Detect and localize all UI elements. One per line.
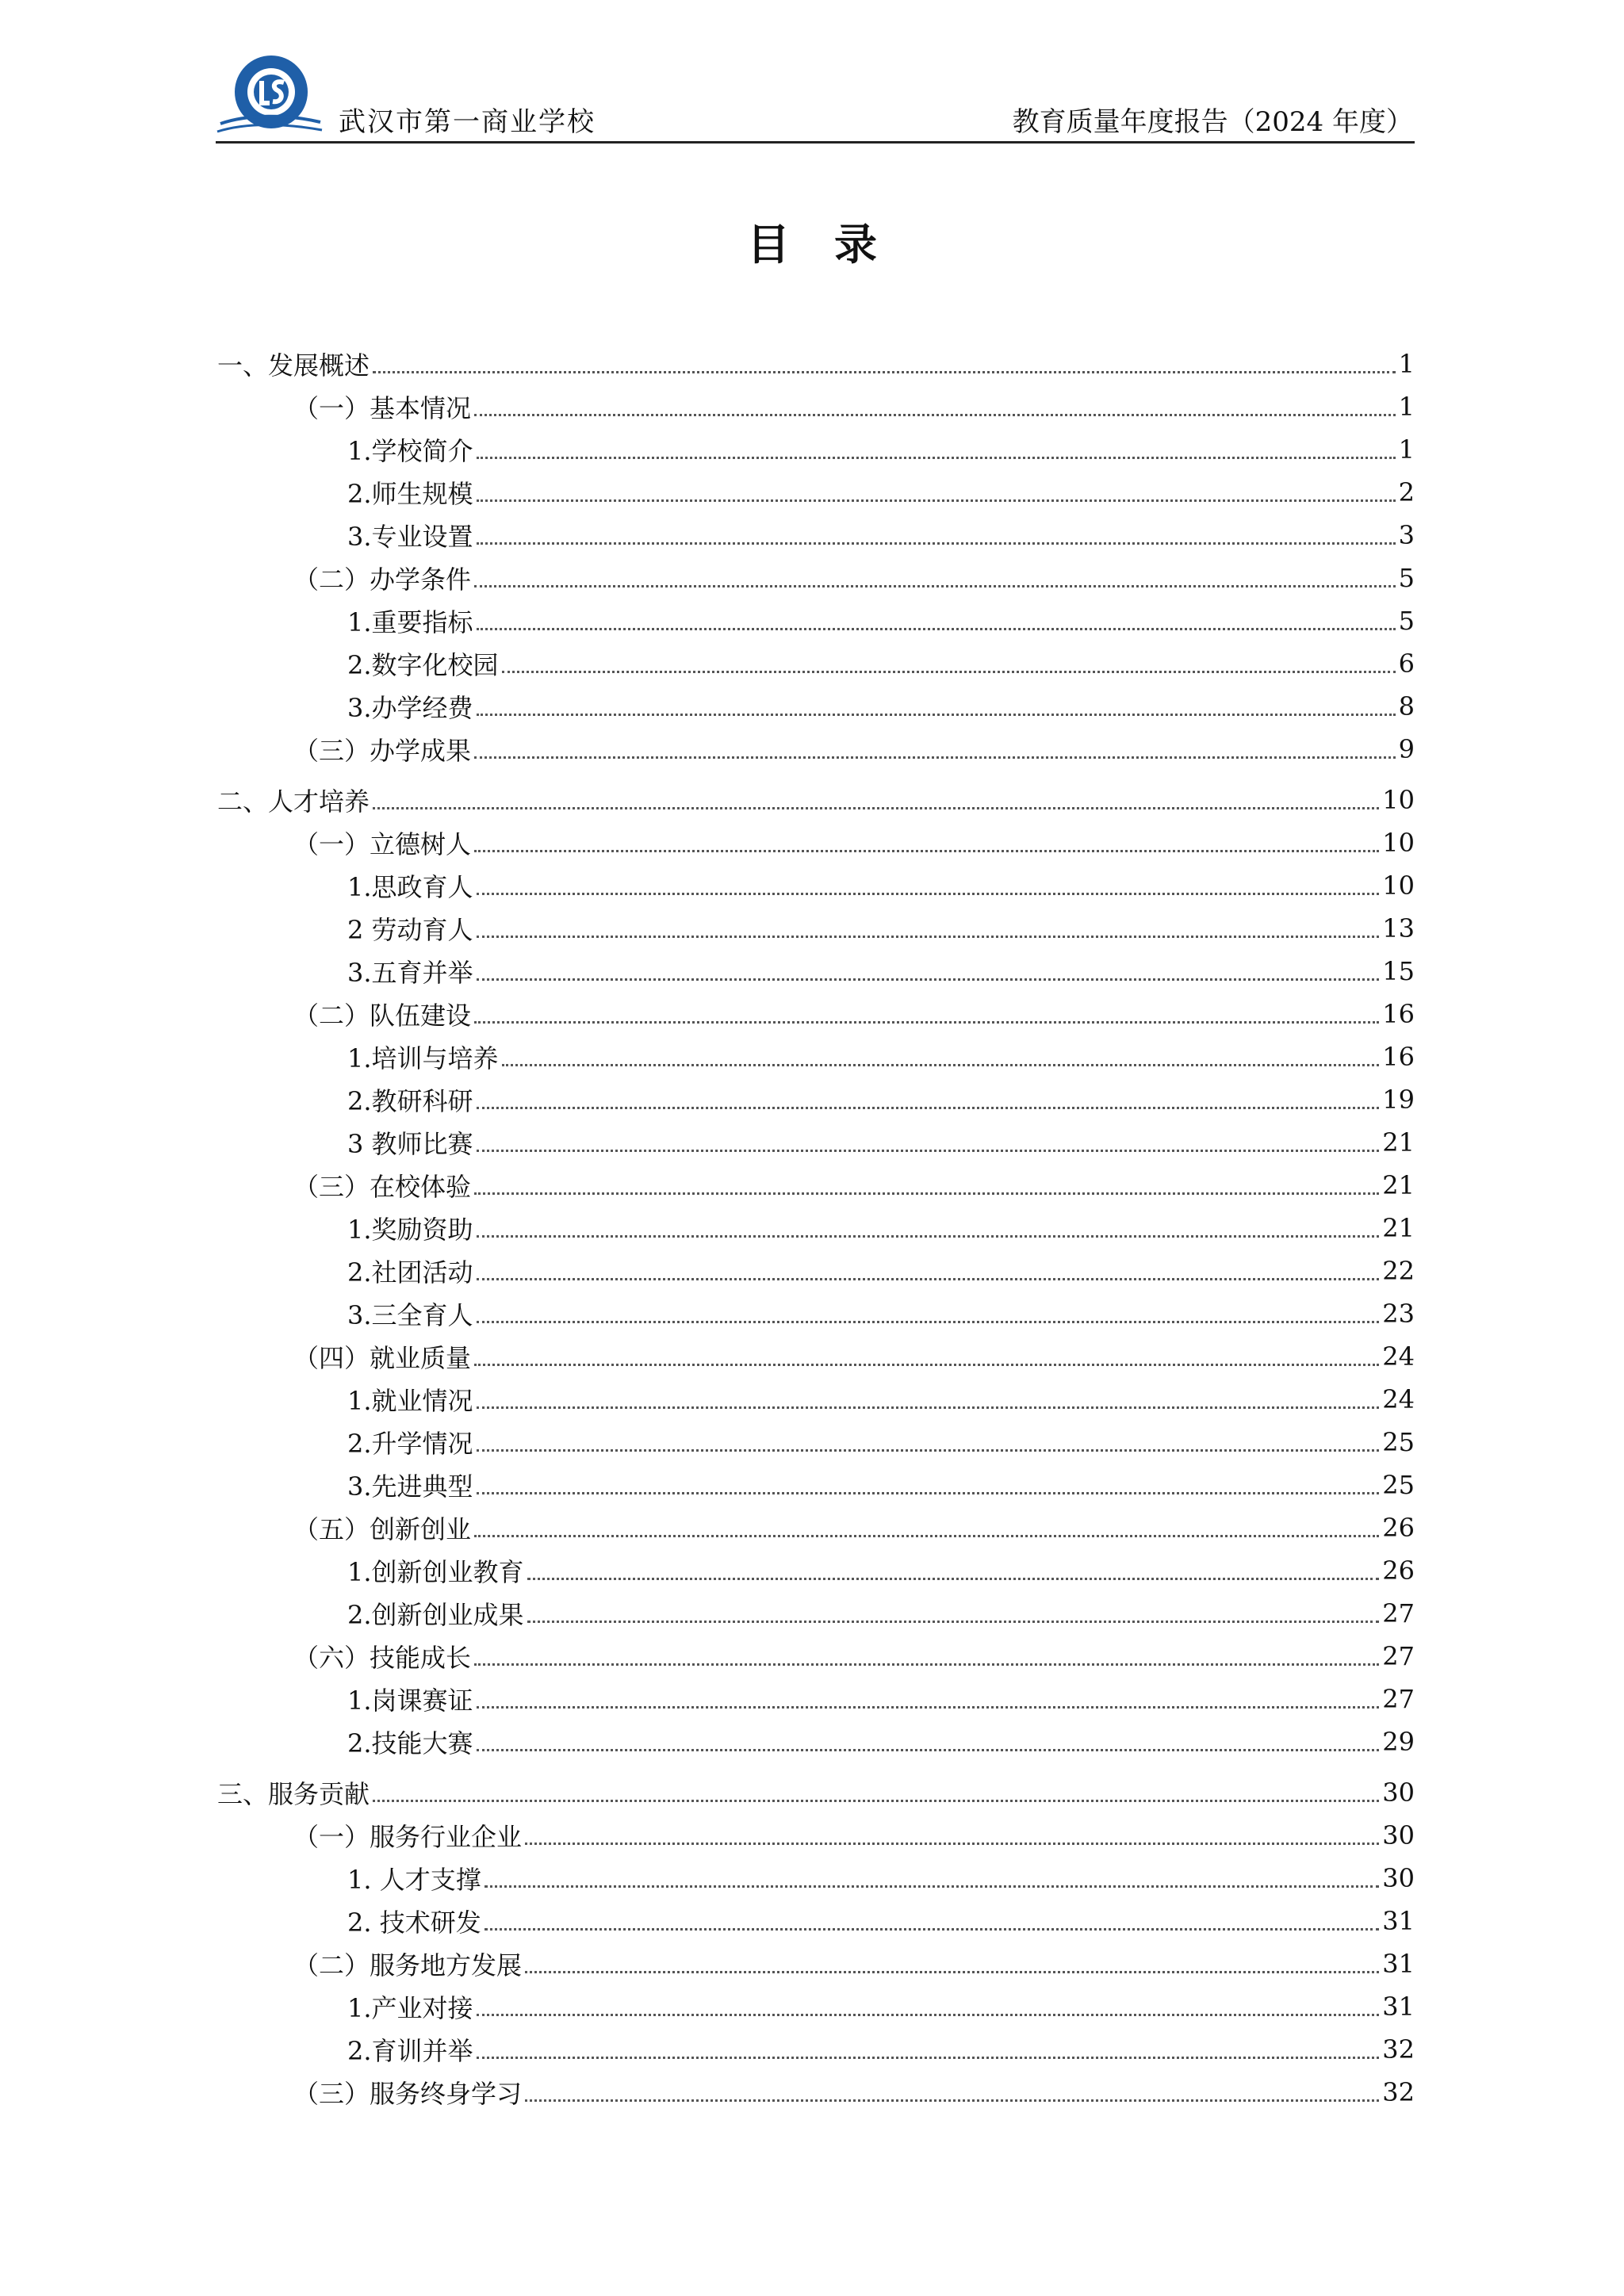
toc-entry[interactable] <box>217 1164 1415 1207</box>
toc-dot-leader <box>477 457 1396 459</box>
toc-entry-page: 23 <box>1382 1299 1415 1329</box>
toc-entry[interactable] <box>217 1720 1415 1763</box>
toc-entry[interactable] <box>217 1249 1415 1292</box>
toc-entry-label: （二）服务地方发展 <box>293 1950 523 1980</box>
school-logo-icon <box>216 51 324 140</box>
toc-entry-label: 2.社团活动 <box>347 1257 473 1288</box>
toc-entry-page: 32 <box>1382 2034 1415 2064</box>
toc-entry[interactable] <box>217 685 1415 728</box>
toc-entry-label: （三）在校体验 <box>293 1172 472 1202</box>
report-title: 教育质量年度报告（2024 年度） <box>1012 106 1413 138</box>
toc-entry[interactable] <box>217 1078 1415 1121</box>
toc-dot-leader <box>485 1885 1380 1888</box>
toc-dot-leader <box>527 1578 1380 1580</box>
toc-entry-page: 5 <box>1398 563 1415 593</box>
toc-entry[interactable] <box>217 1771 1415 1814</box>
toc-entry[interactable] <box>217 1857 1415 1900</box>
toc-dot-leader <box>477 628 1396 630</box>
toc-dot-leader <box>477 1278 1380 1280</box>
toc-entry-label: 1.就业情况 <box>347 1386 473 1416</box>
toc-entry-label: （一）服务行业企业 <box>293 1822 523 1852</box>
toc-dot-leader <box>474 756 1396 759</box>
toc-dot-leader <box>474 414 1396 416</box>
toc-dot-leader <box>477 1749 1380 1751</box>
toc-entry-label: 2.育训并举 <box>347 2036 473 2066</box>
toc-dot-leader <box>477 1150 1380 1152</box>
toc-dot-leader <box>373 1800 1379 1802</box>
toc-entry-page: 26 <box>1382 1513 1415 1543</box>
toc-entry[interactable] <box>217 1942 1415 1985</box>
toc-entry[interactable] <box>217 1678 1415 1720</box>
toc-entry-page: 13 <box>1382 913 1415 943</box>
toc-dot-leader <box>477 542 1396 545</box>
toc-dot-leader <box>474 1364 1379 1366</box>
toc-dot-leader <box>485 1928 1380 1931</box>
toc-entry-label: 2.升学情况 <box>347 1429 473 1459</box>
toc-entry-page: 31 <box>1382 1949 1415 1979</box>
toc-entry-page: 21 <box>1382 1170 1415 1200</box>
toc-entry[interactable] <box>217 599 1415 642</box>
toc-entry-page: 30 <box>1382 1777 1415 1808</box>
toc-entry-page: 1 <box>1398 434 1415 465</box>
toc-entry-page: 6 <box>1398 649 1415 679</box>
toc-entry[interactable] <box>217 1035 1415 1078</box>
toc-entry[interactable] <box>217 2028 1415 2071</box>
toc-entry[interactable] <box>217 342 1415 385</box>
toc-entry-page: 10 <box>1382 828 1415 858</box>
toc-dot-leader <box>474 1192 1379 1195</box>
table-of-contents <box>217 342 1415 2114</box>
toc-entry-label: 一、发展概述 <box>217 350 370 381</box>
toc-entry-page: 31 <box>1382 1992 1415 2022</box>
toc-dot-leader <box>502 1064 1380 1066</box>
toc-dot-leader <box>474 585 1396 587</box>
toc-dot-leader <box>477 978 1380 981</box>
toc-dot-leader <box>477 714 1396 716</box>
toc-entry[interactable] <box>217 821 1415 864</box>
toc-entry-label: 3 教师比赛 <box>347 1129 473 1159</box>
toc-entry-page: 15 <box>1382 956 1415 986</box>
toc-entry[interactable] <box>217 1421 1415 1464</box>
toc-entry-label: 1.思政育人 <box>347 872 473 902</box>
toc-dot-leader <box>474 1663 1379 1666</box>
toc-entry-label: 2.师生规模 <box>347 479 473 509</box>
toc-dot-leader <box>477 893 1380 895</box>
toc-entry-page: 1 <box>1398 392 1415 422</box>
toc-entry-page: 19 <box>1382 1085 1415 1115</box>
toc-entry[interactable] <box>217 1900 1415 1942</box>
toc-entry-page: 1 <box>1398 349 1415 379</box>
toc-entry-label: 3.三全育人 <box>347 1300 473 1330</box>
toc-entry[interactable] <box>217 1985 1415 2028</box>
toc-entry-page: 27 <box>1382 1641 1415 1671</box>
toc-entry[interactable] <box>217 471 1415 514</box>
toc-entry-label: 1. 人才支撑 <box>347 1865 481 1895</box>
toc-dot-leader <box>477 1107 1380 1109</box>
toc-entry-label: 二、人才培养 <box>217 786 370 817</box>
toc-dot-leader <box>477 2057 1380 2059</box>
toc-entry-label: （三）办学成果 <box>293 736 472 766</box>
toc-dot-leader <box>525 1843 1379 1845</box>
toc-entry-label: 3.办学经费 <box>347 693 473 723</box>
toc-entry-label: （四）就业质量 <box>293 1343 472 1373</box>
toc-dot-leader <box>525 2099 1379 2102</box>
toc-entry-page: 16 <box>1382 999 1415 1029</box>
toc-entry-page: 9 <box>1398 734 1415 764</box>
toc-entry-page: 30 <box>1382 1863 1415 1893</box>
toc-entry-label: 1.产业对接 <box>347 1993 473 2023</box>
toc-dot-leader <box>474 1535 1379 1537</box>
toc-entry[interactable] <box>217 514 1415 557</box>
toc-entry-label: 2. 技术研发 <box>347 1908 481 1938</box>
toc-entry[interactable] <box>217 557 1415 599</box>
toc-dot-leader <box>474 1021 1379 1024</box>
toc-entry-label: 1.创新创业教育 <box>347 1557 524 1587</box>
toc-entry-page: 2 <box>1398 477 1415 507</box>
toc-dot-leader <box>477 1235 1380 1238</box>
toc-entry-page: 31 <box>1382 1906 1415 1936</box>
toc-entry-page: 26 <box>1382 1556 1415 1586</box>
toc-dot-leader <box>527 1621 1380 1623</box>
toc-entry[interactable] <box>217 428 1415 471</box>
toc-entry-label: （一）基本情况 <box>293 393 472 423</box>
toc-entry-label: 3.五育并举 <box>347 958 473 988</box>
toc-dot-leader <box>477 499 1396 502</box>
toc-dot-leader <box>477 1321 1380 1323</box>
toc-entry-page: 16 <box>1382 1042 1415 1072</box>
toc-entry-label: （二）办学条件 <box>293 564 472 595</box>
toc-entry-page: 24 <box>1382 1341 1415 1372</box>
toc-entry[interactable] <box>217 1207 1415 1249</box>
toc-entry[interactable] <box>217 1506 1415 1549</box>
toc-entry[interactable] <box>217 642 1415 685</box>
toc-entry[interactable] <box>217 1635 1415 1678</box>
toc-entry-page: 29 <box>1382 1727 1415 1757</box>
toc-entry[interactable] <box>217 1378 1415 1421</box>
toc-entry-label: （二）队伍建设 <box>293 1001 472 1031</box>
toc-entry[interactable] <box>217 779 1415 821</box>
toc-dot-leader <box>502 671 1396 673</box>
toc-entry[interactable] <box>217 950 1415 993</box>
toc-entry-page: 5 <box>1398 606 1415 636</box>
toc-entry[interactable] <box>217 385 1415 428</box>
toc-dot-leader <box>373 807 1379 809</box>
toc-entry-label: （一）立德树人 <box>293 829 472 859</box>
toc-entry-label: 三、服务贡献 <box>217 1779 370 1809</box>
toc-entry-page: 22 <box>1382 1256 1415 1286</box>
toc-entry-label: 3.先进典型 <box>347 1471 473 1502</box>
toc-dot-leader <box>373 371 1396 373</box>
toc-entry-label: 1.学校简介 <box>347 436 473 466</box>
toc-entry-page: 27 <box>1382 1598 1415 1628</box>
toc-dot-leader <box>477 1406 1380 1409</box>
toc-dot-leader <box>525 1971 1379 1973</box>
toc-dot-leader <box>474 850 1379 852</box>
toc-entry-label: 1.培训与培养 <box>347 1043 499 1073</box>
toc-dot-leader <box>477 1492 1380 1494</box>
toc-entry[interactable] <box>217 1814 1415 1857</box>
toc-entry-label: 2.技能大赛 <box>347 1728 473 1758</box>
toc-entry-label: （五）创新创业 <box>293 1514 472 1544</box>
toc-entry[interactable] <box>217 1592 1415 1635</box>
toc-entry[interactable] <box>217 1121 1415 1164</box>
toc-entry-page: 21 <box>1382 1213 1415 1243</box>
toc-entry-page: 3 <box>1398 520 1415 550</box>
toc-entry[interactable] <box>217 1549 1415 1592</box>
toc-entry-label: 1.重要指标 <box>347 607 473 637</box>
toc-entry-page: 10 <box>1382 785 1415 815</box>
school-name: 武汉市第一商业学校 <box>339 106 596 138</box>
toc-entry-page: 32 <box>1382 2077 1415 2107</box>
toc-entry[interactable] <box>217 728 1415 771</box>
toc-dot-leader <box>477 1706 1380 1709</box>
toc-entry[interactable] <box>217 2071 1415 2114</box>
toc-entry[interactable] <box>217 864 1415 907</box>
toc-entry[interactable] <box>217 993 1415 1035</box>
page-title: 目录 <box>747 220 921 270</box>
toc-entry-label: 2.创新创业成果 <box>347 1600 524 1630</box>
page-header <box>216 48 1415 144</box>
toc-dot-leader <box>477 936 1380 938</box>
toc-entry-page: 10 <box>1382 871 1415 901</box>
toc-entry-label: 1.奖励资助 <box>347 1215 473 1245</box>
toc-entry-page: 25 <box>1382 1470 1415 1500</box>
toc-entry-page: 30 <box>1382 1820 1415 1850</box>
toc-entry-page: 21 <box>1382 1127 1415 1158</box>
toc-entry-label: 1.岗课赛证 <box>347 1686 473 1716</box>
toc-entry[interactable] <box>217 907 1415 950</box>
toc-entry-label: 2.教研科研 <box>347 1086 473 1116</box>
toc-entry-page: 27 <box>1382 1684 1415 1714</box>
toc-entry-label: 3.专业设置 <box>347 522 473 552</box>
toc-entry[interactable] <box>217 1335 1415 1378</box>
toc-entry[interactable] <box>217 1292 1415 1335</box>
toc-entry-page: 25 <box>1382 1427 1415 1457</box>
toc-entry-label: （六）技能成长 <box>293 1643 472 1673</box>
toc-entry-label: 2.数字化校园 <box>347 650 499 680</box>
toc-entry-page: 8 <box>1398 691 1415 721</box>
toc-entry-label: 2 劳动育人 <box>347 915 473 945</box>
toc-dot-leader <box>477 2014 1380 2016</box>
toc-entry[interactable] <box>217 1464 1415 1506</box>
toc-dot-leader <box>477 1449 1380 1452</box>
toc-entry-page: 24 <box>1382 1384 1415 1414</box>
toc-entry-label: （三）服务终身学习 <box>293 2079 523 2109</box>
